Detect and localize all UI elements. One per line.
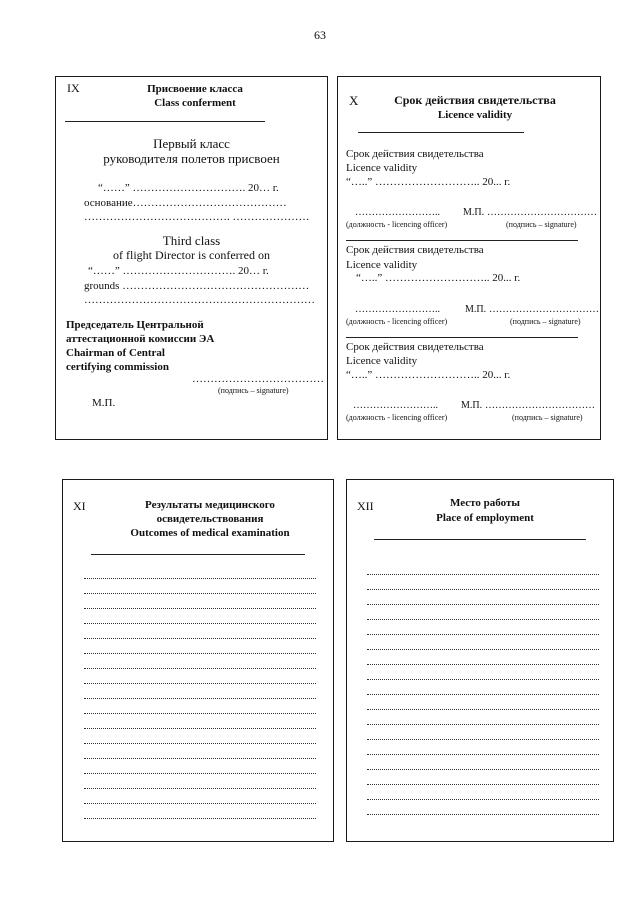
conferment-date-line-en[interactable]: “……” …………………………. 20… г. (88, 265, 269, 277)
blank-dotted-line[interactable] (84, 668, 316, 669)
validity-stamp-label: М.П. (465, 304, 487, 315)
class-en-line1: Third class (162, 233, 221, 248)
chairman-en-line1: Chairman of Central (66, 347, 165, 359)
blank-dotted-line[interactable] (367, 634, 599, 635)
blank-dotted-line[interactable] (84, 653, 316, 654)
blank-dotted-line[interactable] (84, 773, 316, 774)
section-xii-title-underline (374, 539, 586, 540)
blank-dotted-line[interactable] (84, 758, 316, 759)
blank-dotted-line[interactable] (84, 608, 316, 609)
validity-label-ru: Срок действия свидетельства (346, 148, 484, 160)
section-xii-number: XII (357, 499, 374, 513)
blank-dotted-line[interactable] (367, 619, 599, 620)
blank-dotted-line[interactable] (84, 728, 316, 729)
blank-dotted-line[interactable] (367, 739, 599, 740)
licencing-officer-label: (должность - licencing officer) (346, 220, 448, 229)
conferment-date-line-ru[interactable]: “……” …………………………. 20… г. (98, 182, 279, 194)
blank-dotted-line[interactable] (84, 683, 316, 684)
blank-dotted-line[interactable] (84, 623, 316, 624)
class-ru-line2: руководителя полетов присвоен (103, 151, 280, 166)
blank-dotted-line[interactable] (84, 743, 316, 744)
validity-signature-label: (подпись – signature) (510, 317, 581, 326)
validity-signature-field[interactable]: …………………………… (487, 207, 597, 218)
blank-dotted-line[interactable] (367, 709, 599, 710)
basis-field-ru[interactable]: основание…………………………………… (84, 197, 287, 209)
section-x-number: X (349, 93, 359, 108)
section-xi-title-en: Outcomes of medical examination (130, 527, 290, 539)
class-ru-line1: Первый класс (153, 136, 230, 151)
section-xii-title-ru: Место работы (450, 497, 520, 509)
blank-dotted-line[interactable] (367, 769, 599, 770)
blank-dotted-line[interactable] (367, 604, 599, 605)
validity-entry-divider (346, 337, 578, 338)
blank-dotted-line[interactable] (84, 713, 316, 714)
section-xii-place-of-employment (346, 479, 614, 842)
blank-dotted-line[interactable] (84, 803, 316, 804)
blank-dotted-line[interactable] (84, 818, 316, 819)
grounds-field-en[interactable]: grounds …………………………………………… (84, 280, 310, 292)
validity-date-field[interactable]: “…..” ……………………….. 20... г. (346, 369, 511, 381)
validity-date-field[interactable]: “…..” ……………………….. 20... г. (346, 176, 511, 188)
section-x-title-en: Licence validity (437, 109, 513, 121)
class-en-line2: of flight Director is conferred on (113, 248, 270, 262)
validity-signature-field[interactable]: …………………………… (485, 400, 595, 411)
section-xi-title-ru-line2: освидетельствования (156, 513, 264, 525)
validity-label-ru: Срок действия свидетельства (346, 244, 484, 256)
basis-field-continuation[interactable]: …………………………………. ………………… (84, 211, 310, 223)
chairman-signature-label: (подпись – signature) (218, 386, 289, 395)
blank-dotted-line[interactable] (84, 593, 316, 594)
section-ix-title-underline (65, 121, 265, 122)
section-ix-number: IX (67, 81, 80, 95)
validity-label-en: Licence validity (346, 259, 418, 271)
blank-dotted-line[interactable] (367, 754, 599, 755)
licencing-officer-field[interactable]: …………………….. (355, 207, 440, 218)
section-xi-title-underline (91, 554, 305, 555)
licencing-officer-field[interactable]: …………………….. (355, 304, 440, 315)
blank-dotted-line[interactable] (367, 574, 599, 575)
section-xii-title-en: Place of employment (436, 512, 534, 524)
section-ix-title-ru: Присвоение класса (147, 83, 243, 95)
blank-dotted-line[interactable] (367, 649, 599, 650)
blank-dotted-line[interactable] (367, 664, 599, 665)
section-ix-title-en: Class conferment (154, 97, 236, 109)
section-x-licence-validity (337, 76, 601, 440)
validity-stamp-label: М.П. (463, 207, 485, 218)
validity-date-field[interactable]: “…..” ……………………….. 20... г. (356, 272, 521, 284)
validity-signature-label: (подпись – signature) (512, 413, 583, 422)
section-xi-title-ru-line1: Результаты медицинского (145, 499, 275, 511)
blank-dotted-line[interactable] (367, 799, 599, 800)
section-x-title-underline (358, 132, 524, 133)
chairman-ru-line2: аттестационной комиссии ЭА (66, 333, 215, 345)
blank-dotted-line[interactable] (367, 679, 599, 680)
blank-dotted-line[interactable] (367, 724, 599, 725)
validity-signature-field[interactable]: …………………………… (489, 304, 599, 315)
validity-signature-label: (подпись – signature) (506, 220, 577, 229)
blank-dotted-line[interactable] (84, 578, 316, 579)
chairman-ru-line1: Председатель Центральной (66, 319, 204, 331)
blank-dotted-line[interactable] (367, 814, 599, 815)
blank-dotted-line[interactable] (367, 589, 599, 590)
blank-dotted-line[interactable] (367, 784, 599, 785)
blank-dotted-line[interactable] (84, 638, 316, 639)
grounds-field-continuation[interactable]: ……………………………………………………… (84, 294, 315, 306)
validity-stamp-label: М.П. (461, 400, 483, 411)
page-number: 63 (314, 28, 326, 42)
validity-label-ru: Срок действия свидетельства (346, 341, 484, 353)
validity-entry-divider (346, 240, 578, 241)
section-xi-number: XI (73, 499, 86, 513)
validity-label-en: Licence validity (346, 162, 418, 174)
chairman-stamp-label: М.П. (92, 397, 116, 409)
licencing-officer-label: (должность - licencing officer) (346, 317, 448, 326)
blank-dotted-line[interactable] (84, 788, 316, 789)
licencing-officer-field[interactable]: …………………….. (353, 400, 438, 411)
chairman-signature-field[interactable]: ……………………………… (192, 373, 324, 385)
section-x-title-ru: Срок действия свидетельства (394, 93, 556, 107)
blank-dotted-line[interactable] (84, 698, 316, 699)
chairman-en-line2: certifying commission (66, 361, 169, 373)
licencing-officer-label: (должность - licencing officer) (346, 413, 448, 422)
validity-label-en: Licence validity (346, 355, 418, 367)
blank-dotted-line[interactable] (367, 694, 599, 695)
